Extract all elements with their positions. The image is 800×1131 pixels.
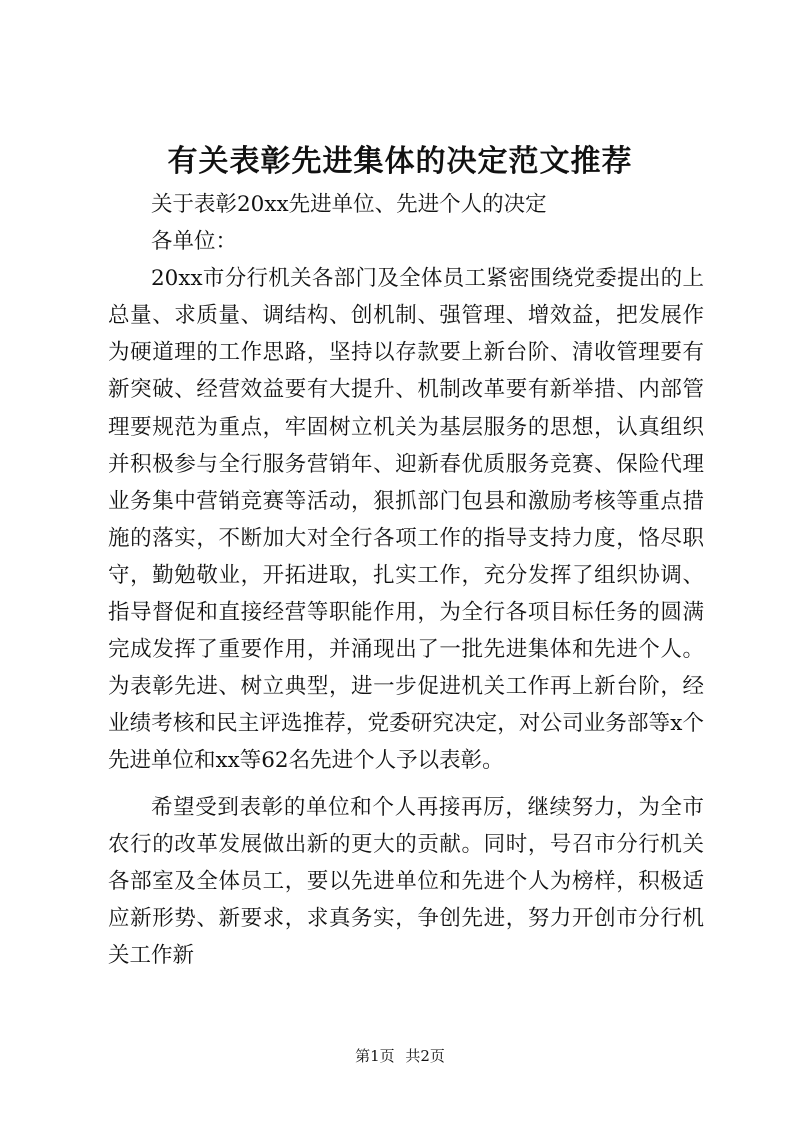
document-title: 有关表彰先进集体的决定范文推荐 — [167, 144, 633, 179]
body-paragraph-1: 20xx市分行机关各部门及全体员工紧密围绕党委提出的上总量、求质量、调结构、创机制、强管理、增效益，把发展作为硬道理的工作思路，坚持以存款要上新台阶、清收管理要有新突破、经营效益要有大提升、机制改革要有新举措、内部管理要规范为重点，牢固树立机关为基层服务的思想，认真组织并积极参与全行服务营销年、迎新春优质服务竞赛、保险代理业务集中营销竞赛等活动，狠抓部门包县和激励考核等重点措施的落实，不断加大对全行各项工作的指导支持力度，恪尽职守，勤勉敬业，开拓进取，扎实工作，充分发挥了组织协调、指导督促和直接经营等职能作用，为全行各项目标任务的圆满完成发挥了重要作用，并涌现出了一批先进集体和先进个人。为表彰先进、树立典型，进一步促进机关工作再上新台阶，经业绩考核和民主评选推荐，党委研究决定，对公司业务部等x个先进单位和xx等62名先进个人予以表彰。 — [108, 266, 704, 774]
subtitle-line: 关于表彰20xx先进单位、先进个人的决定 — [151, 192, 547, 217]
salutation-line: 各单位： — [151, 229, 238, 255]
page-number: 第1页 — [355, 1047, 395, 1065]
document-body — [108, 186, 704, 974]
body-paragraph-2: 希望受到表彰的单位和个人再接再厉，继续努力，为全市农行的改革发展做出新的更大的贡献。同时，号召市分行机关各部室及全体员工，要以先进单位和先进个人为榜样，积极适应新形势、新要求，求真务实，争创先进，努力开创市分行机关工作新 — [108, 794, 704, 968]
page-footer — [0, 1046, 800, 1066]
page-total: 共2页 — [405, 1047, 445, 1065]
